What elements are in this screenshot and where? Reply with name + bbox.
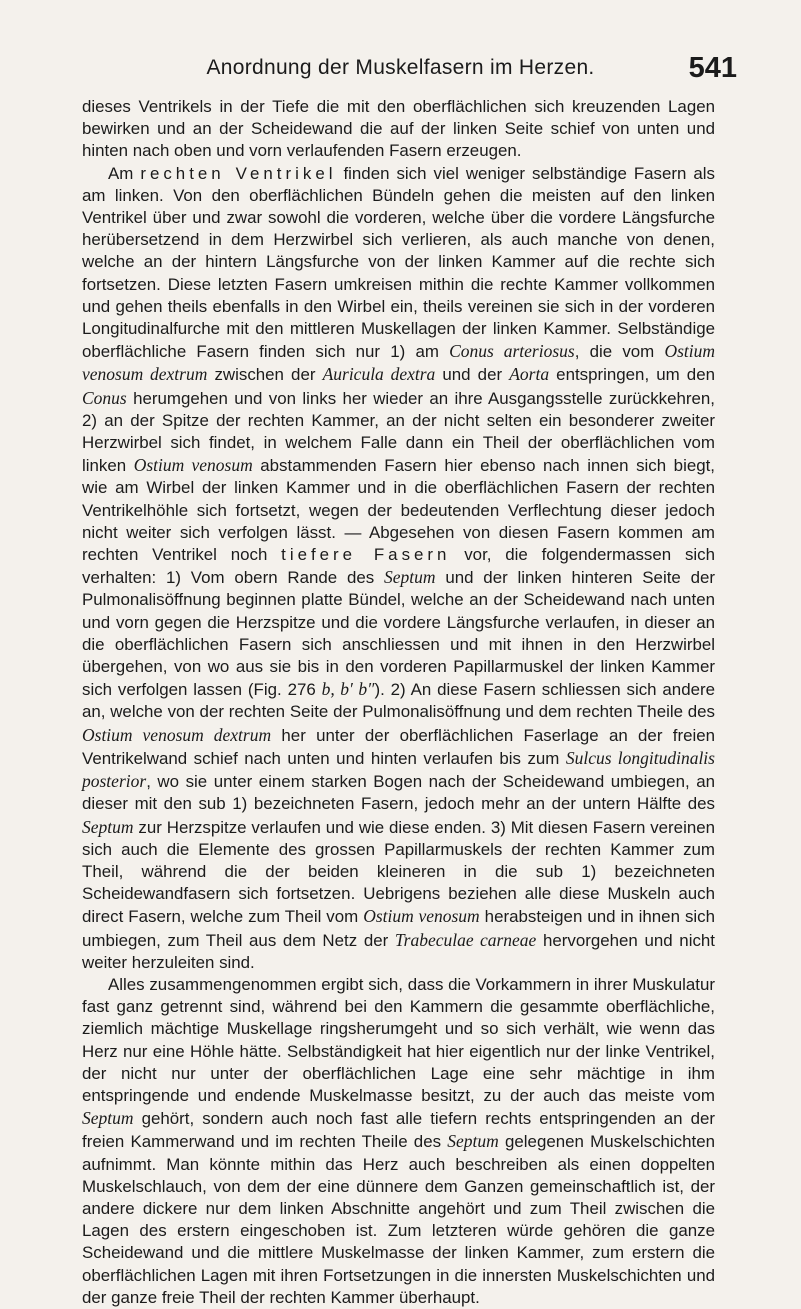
- text-run: Am: [108, 163, 141, 183]
- italic-term: Septum: [82, 816, 134, 837]
- text-run: finden sich viel weniger selbständige Fasern als am linken. Von den oberflächlichen Bündeln gehen die meisten auf den linken Ventrikel über und zwar sowohl die vorderen, welche über die vordere Längsfurche herübersetzend in dem Herzwirbel sich verlieren, als auch manche von denen, welche an der hintern Längsfurche von der linken Kammer auf die rechte sich fortsetzen. Diese letzten Fasern umkreisen mithin die rechte Kammer vollkommen und gehen theils ebenfalls in den Wirbel ein, theils vereinen sie sich in der vorderen Longitudinalfurche mit den mittleren Muskellagen der linken Kammer. Selbständige oberflächliche Fasern finden sich nur 1) am: [82, 163, 715, 362]
- italic-term: b, b′ b″: [321, 679, 375, 700]
- spaced-emphasis: rechten Ventrikel: [140, 163, 337, 183]
- text-run: und der linken hinteren Seite der Pulmonalisöffnung beginnen platte Bündel, welche an der Scheidewand nach unten und vorn gegen die Herzspitze und die vordere Längsfurche verlaufen, in dieser an die oberflächlichen Fasern sich anschliessen und mit ihnen in den Herzwirbel übergehen, von wo aus sie bis in den vorderen Papillarmuskel der linken Kammer sich verfolgen lassen (Fig. 276: [82, 568, 715, 700]
- text-run: herumgehen und von links her wieder an ihre Ausgangsstelle zurückkehren, 2) an der Spitze der rechten Kammer, an der nicht selten ein besonderer zweiter Herzwirbel sich findet, in welchem Falle dann ein Theil der oberflächlichen vom linken: [82, 388, 715, 476]
- paragraph: [82, 163, 715, 974]
- page-header: [0, 48, 801, 88]
- text-run: dieses Ventrikels in der Tiefe die mit den oberflächlichen sich kreuzenden Lagen bewirken und an der Scheidewand die auf der linken Seite schief von unten und hinten nach oben und vorn verlaufenden Fasern erzeugen.: [82, 97, 715, 161]
- spaced-emphasis: tiefere Fasern: [281, 545, 451, 565]
- italic-term: Sulcus longitudinalis posterior: [82, 747, 715, 792]
- text-run: und der: [435, 365, 510, 385]
- italic-term: Septum: [384, 567, 436, 588]
- text-run: abstammenden Fasern hier ebenso nach innen sich biegt, wie am Wirbel der linken Kammer und in die oberflächlichen Fasern der rechten Ventrikelhöhle sich fortsetzt, wegen der bedeutenden Verflechtung dieser jedoch nicht weiter sich verfolgen lässt. — Abgesehen von diesen Fasern kommen am rechten Ventrikel noch: [82, 456, 715, 565]
- italic-term: Septum: [82, 1108, 134, 1129]
- text-run: gehört, sondern auch noch fast alle tiefern rechts entspringenden an der freien Kammerwand und im rechten Theile des: [82, 1109, 715, 1152]
- text-run: gelegenen Muskelschichten aufnimmt. Man könnte mithin das Herz auch beschreiben als einen doppelten Muskelschlauch, von dem der eine dünnere dem Ganzen gemeinschaftlich ist, der andere dickere nur dem linken Abschnitte angehört und zum Theil zwischen die Lagen des erstern eingeschoben ist. Zum letzteren würde gehören die ganze Scheidewand und die mittlere Muskelmasse der linken Kammer, zum erstern die oberflächlichen Lagen mit ihren Fortsetzungen in die innersten Muskelschichten und der ganze freie Theil der rechten Kammer überhaupt.: [82, 1132, 715, 1307]
- italic-term: Auricula dextra: [322, 364, 436, 385]
- running-title: Anordnung der Muskelfasern im Herzen.: [206, 56, 595, 79]
- text-run: entspringen, um den: [549, 365, 715, 385]
- text-run: her unter der oberflächlichen Faserlage an der freien Ventrikelwand schief nach unten und hinten verlaufen bis zum: [82, 725, 716, 768]
- italic-term: Ostium venosum: [363, 906, 480, 927]
- text-run: zur Herzspitze verlaufen und wie diese enden. 3) Mit diesen Fasern vereinen sich auch die Elemente des grossen Papillarmuskels der rechten Kammer zum Theil, während die der beiden kleineren in die sub 1) bezeichneten Scheidewandfasern sich fortsetzen. Uebrigens beziehen alle diese Muskeln auch direct Fasern, welche zum Theil vom: [82, 817, 715, 927]
- text-run: , die vom: [574, 342, 665, 362]
- body-text: [82, 96, 715, 1309]
- italic-term: Conus arteriosus: [449, 341, 575, 362]
- text-run: vor, die folgendermassen sich verhalten: 1) Vom obern Rande des: [82, 545, 715, 588]
- page-number: 541: [688, 52, 737, 84]
- text-run: zwischen der: [207, 365, 323, 385]
- italic-term: Septum: [447, 1131, 499, 1152]
- paragraph: [82, 974, 715, 1309]
- italic-term: Trabeculae carneae: [394, 929, 537, 950]
- italic-term: Conus: [82, 387, 127, 408]
- text-run: herabsteigen und in ihnen sich umbiegen, zum Theil aus dem Netz der: [82, 907, 715, 950]
- text-run: hervorgehen und nicht weiter herzuleiten sind.: [82, 930, 715, 972]
- paragraph: [82, 96, 715, 163]
- italic-term: Ostium venosum: [133, 455, 253, 476]
- text-run: , wo sie unter einem starken Bogen nach der Scheidewand umbiegen, an dieser mit den sub 1) bezeichneten Fasern, jedoch mehr an der untern Hälfte des: [82, 772, 715, 814]
- italic-term: Aorta: [509, 364, 550, 385]
- italic-term: Ostium venosum dextrum: [82, 724, 272, 745]
- text-run: Alles zusammengenommen ergibt sich, dass die Vorkammern in ihrer Muskulatur fast ganz getrennt sind, während bei den Kammern die gesammte oberflächliche, ziemlich mächtige Muskellage ringsherumgeht und so sich verhält, wie wenn das Herz nur eine Höhle hätte. Selbständigkeit hat hier eigentlich nur der linke Ventrikel, der nicht nur unter der oberflächlichen Lage eine sehr mächtige in ihm entspringende und endende Muskelmasse besitzt, zu der auch das meiste vom: [82, 974, 715, 1105]
- text-run: ). 2) An diese Fasern schliessen sich andere an, welche von der rechten Seite der Pulmonalisöffnung und dem rechten Theile des: [82, 680, 716, 722]
- italic-term: Ostium venosum dextrum: [82, 341, 715, 385]
